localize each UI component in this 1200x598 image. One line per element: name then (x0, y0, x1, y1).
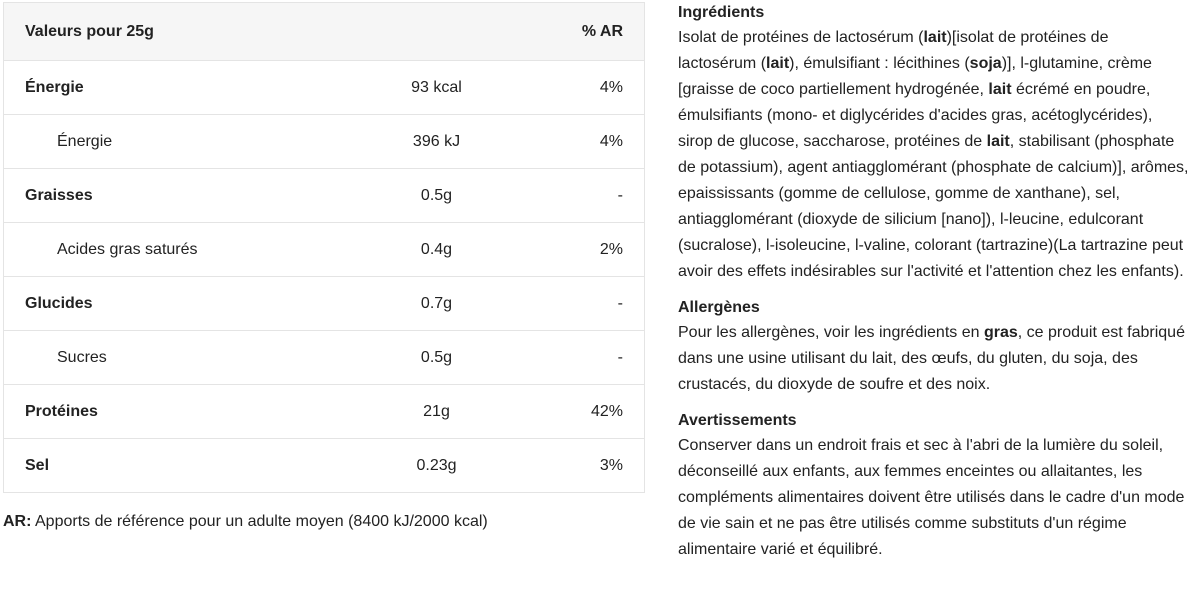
header-serving: Valeurs pour 25g (25, 22, 154, 40)
footnote-label: AR: (3, 513, 32, 530)
allergen-milk: lait (766, 55, 790, 72)
row-ar: 4% (599, 78, 623, 96)
row-name: Acides gras saturés (57, 240, 198, 258)
allergens-title: Allergènes (678, 299, 760, 316)
row-value: 0.23g (416, 456, 457, 474)
row-ar: 4% (599, 132, 623, 150)
row-name: Énergie (25, 78, 84, 96)
table-row-saturated-fat (4, 222, 644, 276)
table-row-salt (4, 438, 644, 492)
row-value: 0.7g (420, 294, 453, 312)
table-row-carbohydrates (4, 276, 644, 330)
row-ar: 2% (599, 240, 623, 258)
allergens-text: Pour les allergènes, voir les ingrédients en gras, ce produit est fabriqué dans une usine utilisant du lait, des œufs, du gluten, du soja, des crustacés, du dioxyde de soufre et des noix. (678, 324, 1185, 393)
allergen-milk: lait (988, 81, 1012, 98)
table-row-protein (4, 384, 644, 438)
ingredients-title: Ingrédients (678, 4, 765, 21)
ingredients-text: Isolat de protéines de lactosérum (lait)[isolat de protéines de lactosérum (lait), émulsifiant : lécithines (soja)], l-glutamine, crème [graisse de coco partiellement hydrogénée, lait écrémé en poudre, émulsifiants (mono- et diglycérides d'acides gras, acétoglycérides), sirop de glucose, saccharose, protéines de lait, stabilisant (phosphate de potassium), agent antiagglomérant (phosphate de calcium)], arômes, epaississants (gomme de cellulose, gomme de xanthane), sel, antiagglomérant (dioxyde de silicium [nano]), l-leucine, edulcorant (sucralose), l-isoleucine, l-valine, colorant (tartrazine)(La tartrazine peut avoir des effets indésirables sur l'activité et l'attention chez les enfants). (678, 29, 1189, 280)
header-ar: % AR (581, 22, 623, 40)
row-value: 93 kcal (411, 78, 462, 96)
allergen-milk: lait (923, 29, 947, 46)
row-ar: 3% (599, 456, 623, 474)
row-name: Énergie (57, 132, 113, 150)
row-value: 0.5g (420, 348, 453, 366)
footnote-text: Apports de référence pour un adulte moyen (8400 kJ/2000 kcal) (31, 513, 488, 530)
row-name: Graisses (25, 186, 93, 204)
row-name: Sucres (57, 348, 107, 366)
row-value: 21g (423, 402, 450, 420)
row-name: Glucides (25, 294, 93, 312)
table-row-energy-kj (4, 114, 644, 168)
row-ar: - (617, 294, 623, 312)
row-ar: - (617, 186, 623, 204)
table-row-energy-kcal (4, 60, 644, 114)
row-name: Sel (25, 456, 50, 474)
table-row-fat (4, 168, 644, 222)
nutrition-table-header (4, 3, 644, 60)
allergen-soy: soja (969, 55, 1002, 72)
allergen-milk: lait (986, 133, 1010, 150)
row-name: Protéines (25, 402, 98, 420)
row-ar: - (617, 348, 623, 366)
row-value: 0.5g (420, 186, 453, 204)
nutrition-table (3, 2, 645, 493)
warnings-text: Conserver dans un endroit frais et sec à l'abri de la lumière du soleil, déconseillé aux enfants, aux femmes enceintes ou allaitantes, les compléments alimentaires doivent être utilisés dans le cadre d'un mode de vie sain et ne pas être utilisés comme substituts d'un régime alimentaire varié et équilibré. (678, 437, 1185, 558)
nutrition-panel (3, 2, 645, 532)
row-value: 0.4g (420, 240, 453, 258)
product-info (678, 1, 1190, 574)
reference-intake-footnote (3, 512, 645, 532)
row-ar: 42% (590, 402, 623, 420)
row-value: 396 kJ (412, 132, 461, 150)
table-row-sugars (4, 330, 644, 384)
warnings-title: Avertissements (678, 412, 797, 429)
